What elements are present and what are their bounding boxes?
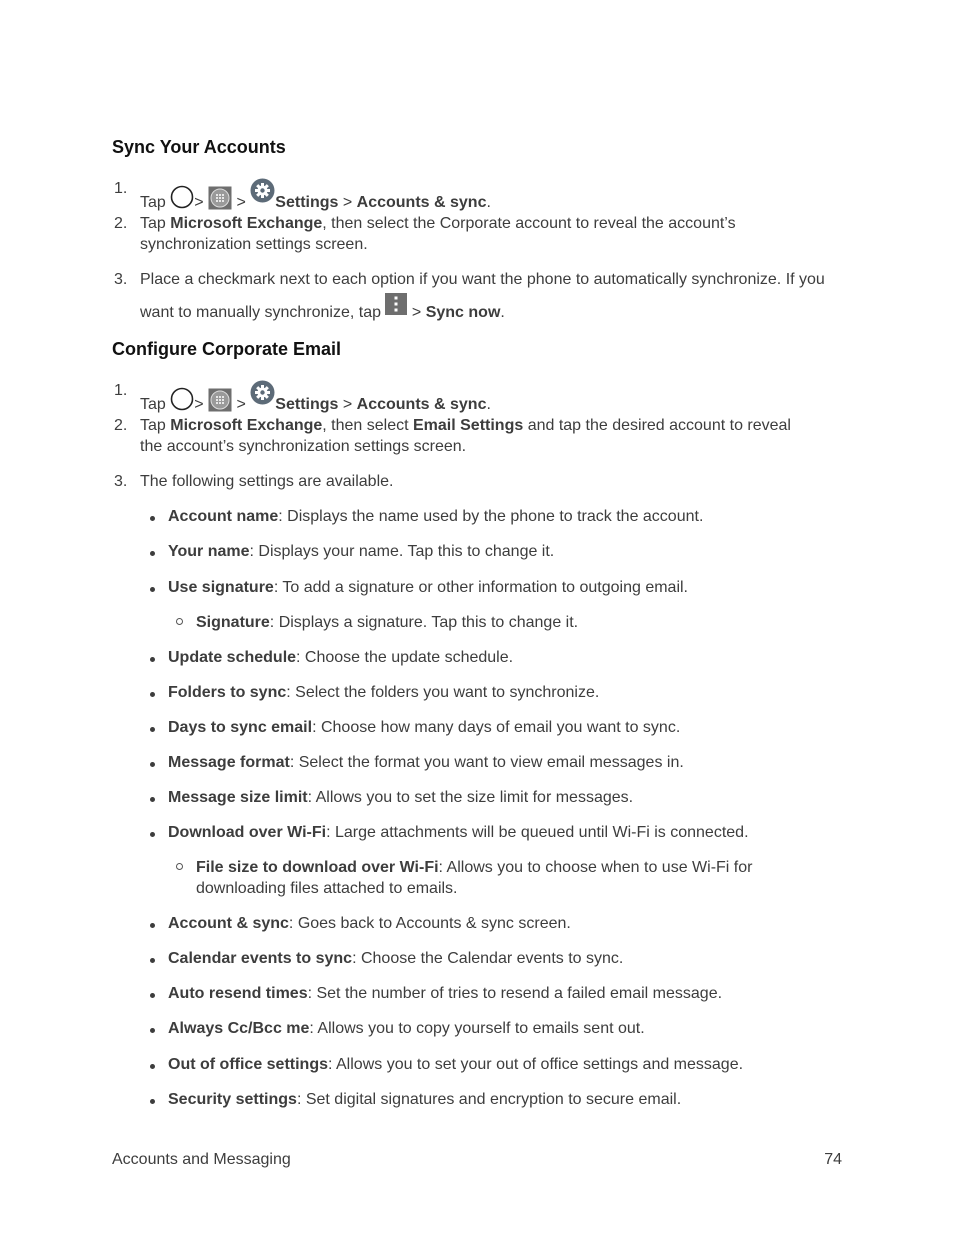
step-number: 3. <box>114 473 128 490</box>
separator: > <box>236 396 246 413</box>
accounts-sync-label: Accounts & sync <box>356 194 487 211</box>
item-term: File size to download over Wi-Fi <box>196 859 439 876</box>
list-item <box>168 913 571 934</box>
sub-bullet-circle <box>176 863 183 870</box>
page-number: 74 <box>824 1151 842 1168</box>
list-item <box>168 948 623 969</box>
list-item <box>168 822 749 843</box>
bullet-dot <box>150 958 155 963</box>
list-item <box>168 1018 645 1039</box>
item-term: Calendar events to sync <box>168 950 353 967</box>
item-term: Signature <box>196 614 270 631</box>
bullet-dot <box>150 923 155 928</box>
step-text: and tap the desired account to reveal <box>523 417 791 434</box>
step-sync-2 <box>140 213 736 234</box>
step-sync-1 <box>140 178 491 213</box>
bullet-dot <box>150 516 155 521</box>
item-desc: : Displays the name used by the phone to track the account. <box>278 508 704 525</box>
separator: > <box>338 396 357 413</box>
step-sync-2-line2: synchronization settings screen. <box>140 236 368 253</box>
bullet-dot <box>150 692 155 697</box>
bullet-dot <box>150 551 155 556</box>
item-desc: : To add a signature or other information to outgoing email. <box>273 579 688 596</box>
item-term: Message format <box>168 754 290 771</box>
list-item <box>168 752 684 773</box>
settings-label: Settings <box>275 396 339 413</box>
item-desc: : Allows you to copy yourself to emails sent out. <box>309 1020 645 1037</box>
separator: > <box>194 194 204 211</box>
item-term: Out of office settings <box>168 1056 328 1073</box>
footer-section-title: Accounts and Messaging <box>112 1151 291 1168</box>
step-config-2 <box>140 415 791 436</box>
item-term: Days to sync email <box>168 719 313 736</box>
home-circle-icon <box>170 185 194 209</box>
item-term: Account name <box>168 508 279 525</box>
item-term: Security settings <box>168 1091 297 1108</box>
item-desc: : Goes back to Accounts & sync screen. <box>288 915 571 932</box>
email-settings-label: Email Settings <box>413 417 524 434</box>
step-number: 2. <box>114 417 128 434</box>
bullet-dot <box>150 657 155 662</box>
item-term: Account & sync <box>168 915 289 932</box>
separator: > <box>194 396 204 413</box>
list-item <box>168 983 722 1004</box>
bullet-dot <box>150 587 155 592</box>
item-term: Auto resend times <box>168 985 308 1002</box>
item-desc: : Allows you to set your out of office settings and message. <box>328 1056 744 1073</box>
list-item <box>168 506 703 527</box>
item-desc: : Choose how many days of email you want to sync. <box>312 719 681 736</box>
step-text: Tap <box>140 396 166 413</box>
step-sync-3: Place a checkmark next to each option if you want the phone to automatically synchronize. If you <box>140 271 825 288</box>
separator: > <box>236 194 246 211</box>
settings-label: Settings <box>275 194 339 211</box>
sub-bullet-circle <box>176 618 183 625</box>
step-text: Tap <box>140 194 166 211</box>
item-term: Download over Wi-Fi <box>168 824 327 841</box>
item-desc: : Choose the Calendar events to sync. <box>352 950 624 967</box>
step-config-3: The following settings are available. <box>140 473 394 490</box>
item-term: Your name <box>168 543 250 560</box>
step-text: want to manually synchronize, tap <box>140 304 386 321</box>
step-number: 1. <box>114 180 128 197</box>
list-item <box>168 647 513 668</box>
bullet-dot <box>150 727 155 732</box>
item-desc: : Set digital signatures and encryption to secure email. <box>296 1091 682 1108</box>
item-term: Update schedule <box>168 649 297 666</box>
bullet-dot <box>150 832 155 837</box>
settings-gear-icon <box>250 380 275 405</box>
item-term: Use signature <box>168 579 274 596</box>
list-item <box>168 1089 681 1110</box>
apps-grid-icon <box>208 186 232 210</box>
list-item <box>168 1054 743 1075</box>
bullet-dot <box>150 797 155 802</box>
overflow-menu-icon <box>385 293 407 315</box>
accounts-sync-label: Accounts & sync <box>356 396 487 413</box>
item-term: Always Cc/Bcc me <box>168 1020 310 1037</box>
microsoft-exchange-label: Microsoft Exchange <box>170 417 323 434</box>
sub-list-item <box>196 857 752 878</box>
list-item <box>168 717 680 738</box>
item-term: Message size limit <box>168 789 308 806</box>
step-number: 2. <box>114 215 128 232</box>
bullet-dot <box>150 1099 155 1104</box>
step-config-1 <box>140 380 491 415</box>
separator: > <box>407 304 426 321</box>
list-item <box>168 541 554 562</box>
step-text: Tap <box>140 215 171 232</box>
item-desc: : Displays your name. Tap this to change it. <box>249 543 555 560</box>
microsoft-exchange-label: Microsoft Exchange <box>170 215 323 232</box>
period: . <box>500 304 505 321</box>
step-number: 3. <box>114 271 128 288</box>
list-item <box>168 787 633 808</box>
item-desc: : Allows you to set the size limit for messages. <box>307 789 634 806</box>
item-desc: : Allows you to choose when to use Wi-Fi for <box>438 859 753 876</box>
home-circle-icon <box>170 387 194 411</box>
step-text: , then select <box>322 417 413 434</box>
item-desc: : Choose the update schedule. <box>296 649 514 666</box>
bullet-dot <box>150 993 155 998</box>
bullet-dot <box>150 1028 155 1033</box>
list-item <box>168 577 688 598</box>
sync-now-label: Sync now <box>425 304 501 321</box>
period: . <box>486 396 491 413</box>
step-config-2-line2: the account’s synchronization settings screen. <box>140 438 467 455</box>
step-number: 1. <box>114 382 128 399</box>
settings-gear-icon <box>250 178 275 203</box>
sub-list-item-line2: downloading files attached to emails. <box>196 880 458 897</box>
bullet-dot <box>150 762 155 767</box>
step-text: , then select the Corporate account to reveal the account’s <box>322 215 736 232</box>
item-desc: : Set the number of tries to resend a failed email message. <box>307 985 723 1002</box>
item-desc: : Select the format you want to view email messages in. <box>289 754 684 771</box>
section-heading-configure-email: Configure Corporate Email <box>112 339 342 359</box>
item-desc: : Select the folders you want to synchronize. <box>286 684 600 701</box>
item-desc: : Displays a signature. Tap this to change it. <box>269 614 579 631</box>
separator: > <box>338 194 357 211</box>
apps-grid-icon <box>208 388 232 412</box>
item-desc: : Large attachments will be queued until Wi-Fi is connected. <box>326 824 749 841</box>
step-text: Tap <box>140 417 171 434</box>
sub-list-item <box>196 612 578 633</box>
item-term: Folders to sync <box>168 684 287 701</box>
period: . <box>486 194 491 211</box>
list-item <box>168 682 599 703</box>
section-heading-sync-accounts: Sync Your Accounts <box>112 137 286 157</box>
bullet-dot <box>150 1064 155 1069</box>
step-sync-3-line2 <box>140 293 505 323</box>
